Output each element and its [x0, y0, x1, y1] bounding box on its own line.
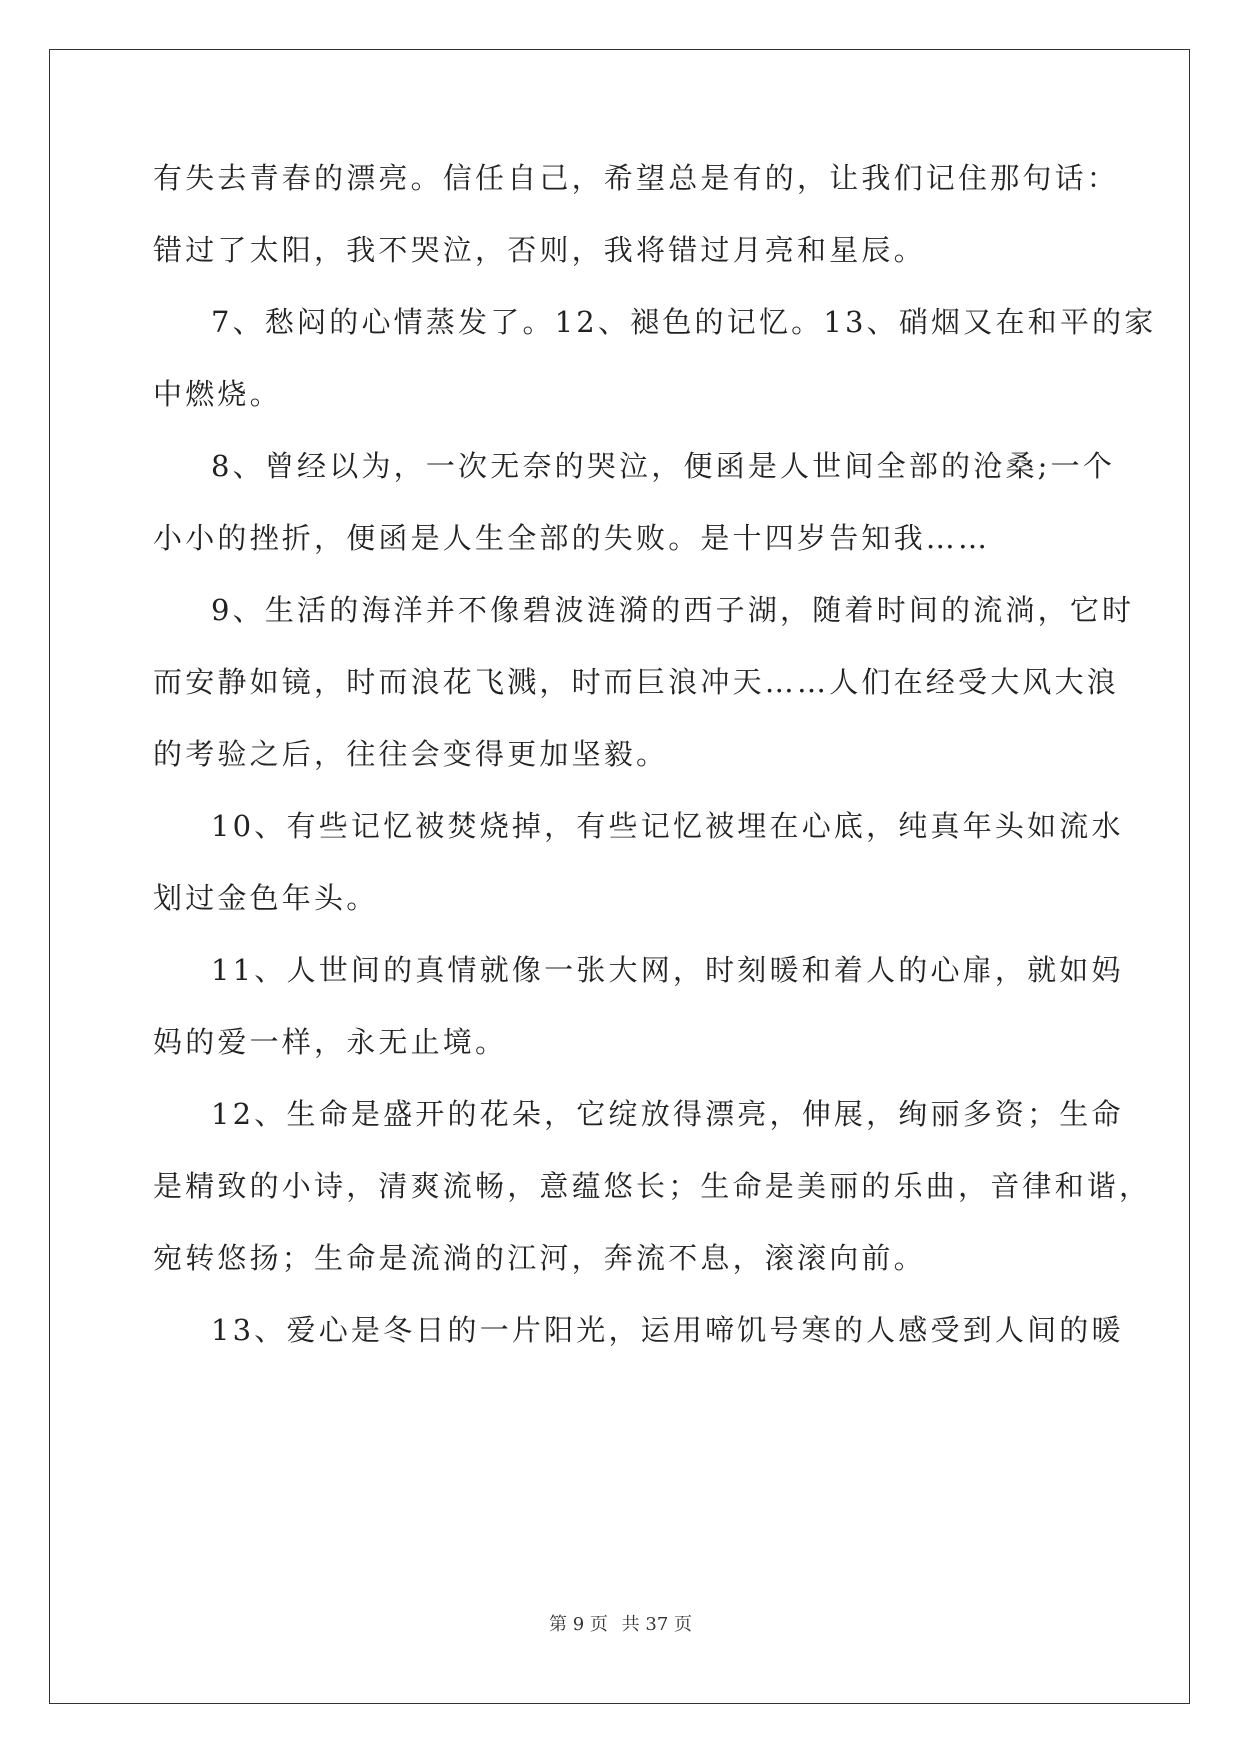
text-line: 11、人世间的真情就像一张大网，时刻暖和着人的心扉，就如妈: [211, 953, 1124, 987]
page-number: 第 9 页: [549, 1614, 608, 1635]
page-footer: [0, 1610, 1241, 1636]
text-line: 10、有些记忆被焚烧掉，有些记忆被埋在心底，纯真年头如流水: [211, 809, 1124, 843]
text-line: 小小的挫折，便函是人生全部的失败。是十四岁告知我……: [153, 521, 991, 555]
text-line: 9、生活的海洋并不像碧波涟漪的西子湖，随着时间的流淌，它时: [211, 593, 1135, 627]
text-line: 而安静如镜，时而浪花飞溅，时而巨浪冲天……人们在经受大风大浪: [153, 665, 1120, 699]
total-pages: 共 37 页: [621, 1614, 692, 1635]
text-line: 的考验之后，往往会变得更加坚毅。: [153, 737, 669, 771]
text-line: 错过了太阳，我不哭泣，否则，我将错过月亮和星辰。: [153, 233, 926, 267]
text-line: 宛转悠扬；生命是流淌的江河，奔流不息，滚滚向前。: [153, 1241, 926, 1275]
page-border: [49, 49, 1190, 1704]
text-line: 有失去青春的漂亮。信任自己，希望总是有的，让我们记住那句话：: [153, 161, 1120, 195]
text-line: 妈的爱一样，永无止境。: [153, 1025, 508, 1059]
text-line: 12、生命是盛开的花朵，它绽放得漂亮，伸展，绚丽多资；生命: [211, 1097, 1124, 1131]
text-line: 划过金色年头。: [153, 881, 379, 915]
text-line: 是精致的小诗，清爽流畅，意蕴悠长；生命是美丽的乐曲，音律和谐，: [153, 1169, 1152, 1203]
text-line: 7、愁闷的心情蒸发了。12、褪色的记忆。13、硝烟又在和平的家: [211, 305, 1157, 339]
text-line: 中燃烧。: [153, 377, 282, 411]
text-line: 13、爱心是冬日的一片阳光，运用啼饥号寒的人感受到人间的暖: [211, 1313, 1124, 1347]
text-line: 8、曾经以为，一次无奈的哭泣，便函是人世间全部的沧桑;一个: [211, 449, 1116, 483]
